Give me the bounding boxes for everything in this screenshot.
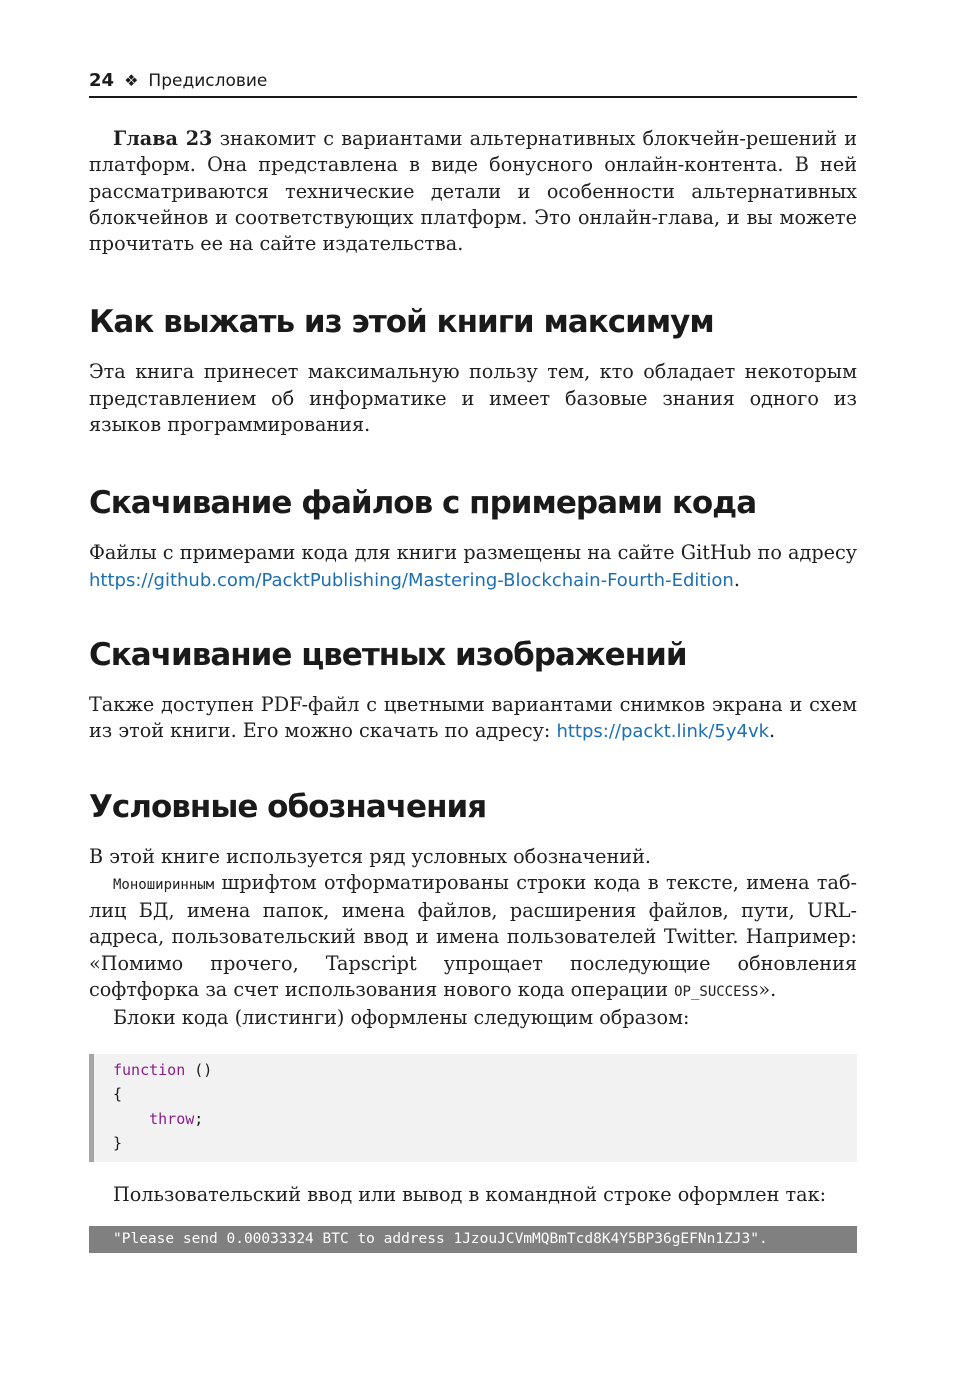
section-title-color-images: Скачивание цветных изображений bbox=[89, 636, 687, 673]
book-page bbox=[89, 70, 857, 1253]
color-images-text: Также доступен PDF-файл с цветными вариантами снимков экрана и схем из этой книги. Его можно скачать по адресу: bbox=[89, 692, 857, 743]
ornament-icon: ❖ bbox=[124, 71, 139, 90]
running-header bbox=[89, 70, 857, 98]
code-text: ; bbox=[194, 1109, 204, 1128]
mono-text: шрифтом отформатированы строки кода в тексте, имена таблиц БД, имена папок, имена файлов, расширения файлов, пути, URL-адреса, пользовательский ввод и имена пользователей Twitter. Например: «Помимо прочего, Tapscript упрощает последующие обновления софтфорка за счет использования нового кода операции bbox=[89, 870, 857, 1002]
code-text: () bbox=[185, 1060, 213, 1079]
code-line: { bbox=[113, 1085, 123, 1104]
page-number: 24 bbox=[89, 70, 115, 91]
chapter23-label: Глава 23 bbox=[113, 127, 213, 150]
running-header-title: Предисловие bbox=[148, 71, 268, 91]
mono-after: ». bbox=[758, 978, 777, 1002]
section-title-code-files: Скачивание файлов с примерами кода bbox=[89, 485, 757, 522]
cli-output: "Please send 0.00033324 BTC to address 1JzouJCVmMQBmTcd8K4Y5BP36gEFNn1ZJ3". bbox=[89, 1226, 857, 1253]
conventions-mono-paragraph bbox=[89, 870, 857, 1005]
code-intro: Блоки кода (листинги) оформлены следующим образом: bbox=[113, 1006, 690, 1030]
mono-code: OP_SUCCESS bbox=[674, 984, 759, 1001]
github-link[interactable]: https://github.com/PacktPublishing/Mastering-Blockchain-Fourth-Edition bbox=[89, 569, 734, 591]
code-listing bbox=[89, 1054, 857, 1162]
color-images-after: . bbox=[769, 719, 776, 743]
code-line: } bbox=[113, 1134, 123, 1153]
packt-link[interactable]: https://packt.link/5y4vk bbox=[556, 721, 770, 743]
mono-word: Моноширинным bbox=[113, 876, 215, 893]
code-indent bbox=[113, 1110, 149, 1128]
maximize-paragraph: Эта книга принесет максимальную пользу тем, кто обладает некоторым представлением об информатике и имеет базовые знания одного из языков программирования. bbox=[89, 360, 857, 437]
code-files-after: . bbox=[733, 567, 740, 591]
chapter23-paragraph bbox=[89, 126, 857, 257]
cli-intro: Пользовательский ввод или вывод в командной строке оформлен так: bbox=[113, 1182, 827, 1206]
code-keyword: function bbox=[113, 1060, 186, 1079]
code-line bbox=[113, 1107, 857, 1132]
color-images-paragraph bbox=[89, 692, 857, 746]
code-files-text: Файлы с примерами кода для книги размещены на сайте GitHub по адресу bbox=[89, 541, 857, 565]
section-title-conventions: Условные обозначения bbox=[89, 788, 487, 825]
section-title-maximize: Как выжать из этой книги максимум bbox=[89, 304, 714, 341]
code-files-paragraph bbox=[89, 540, 857, 594]
chapter23-text: знакомит с вариантами альтернативных блокчейн-решений и платформ. Она представлена в виде бонусного онлайн-контента. В ней рассматриваются технические детали и особенности альтернативных блокчейнов и соответствующих платформ. Это онлайн-глава, и вы можете прочитать ее на сайте издательства. bbox=[89, 127, 857, 256]
conventions-intro: В этой книге используется ряд условных обозначений. bbox=[89, 844, 651, 868]
code-keyword: throw bbox=[149, 1109, 195, 1128]
code-line bbox=[113, 1058, 857, 1083]
